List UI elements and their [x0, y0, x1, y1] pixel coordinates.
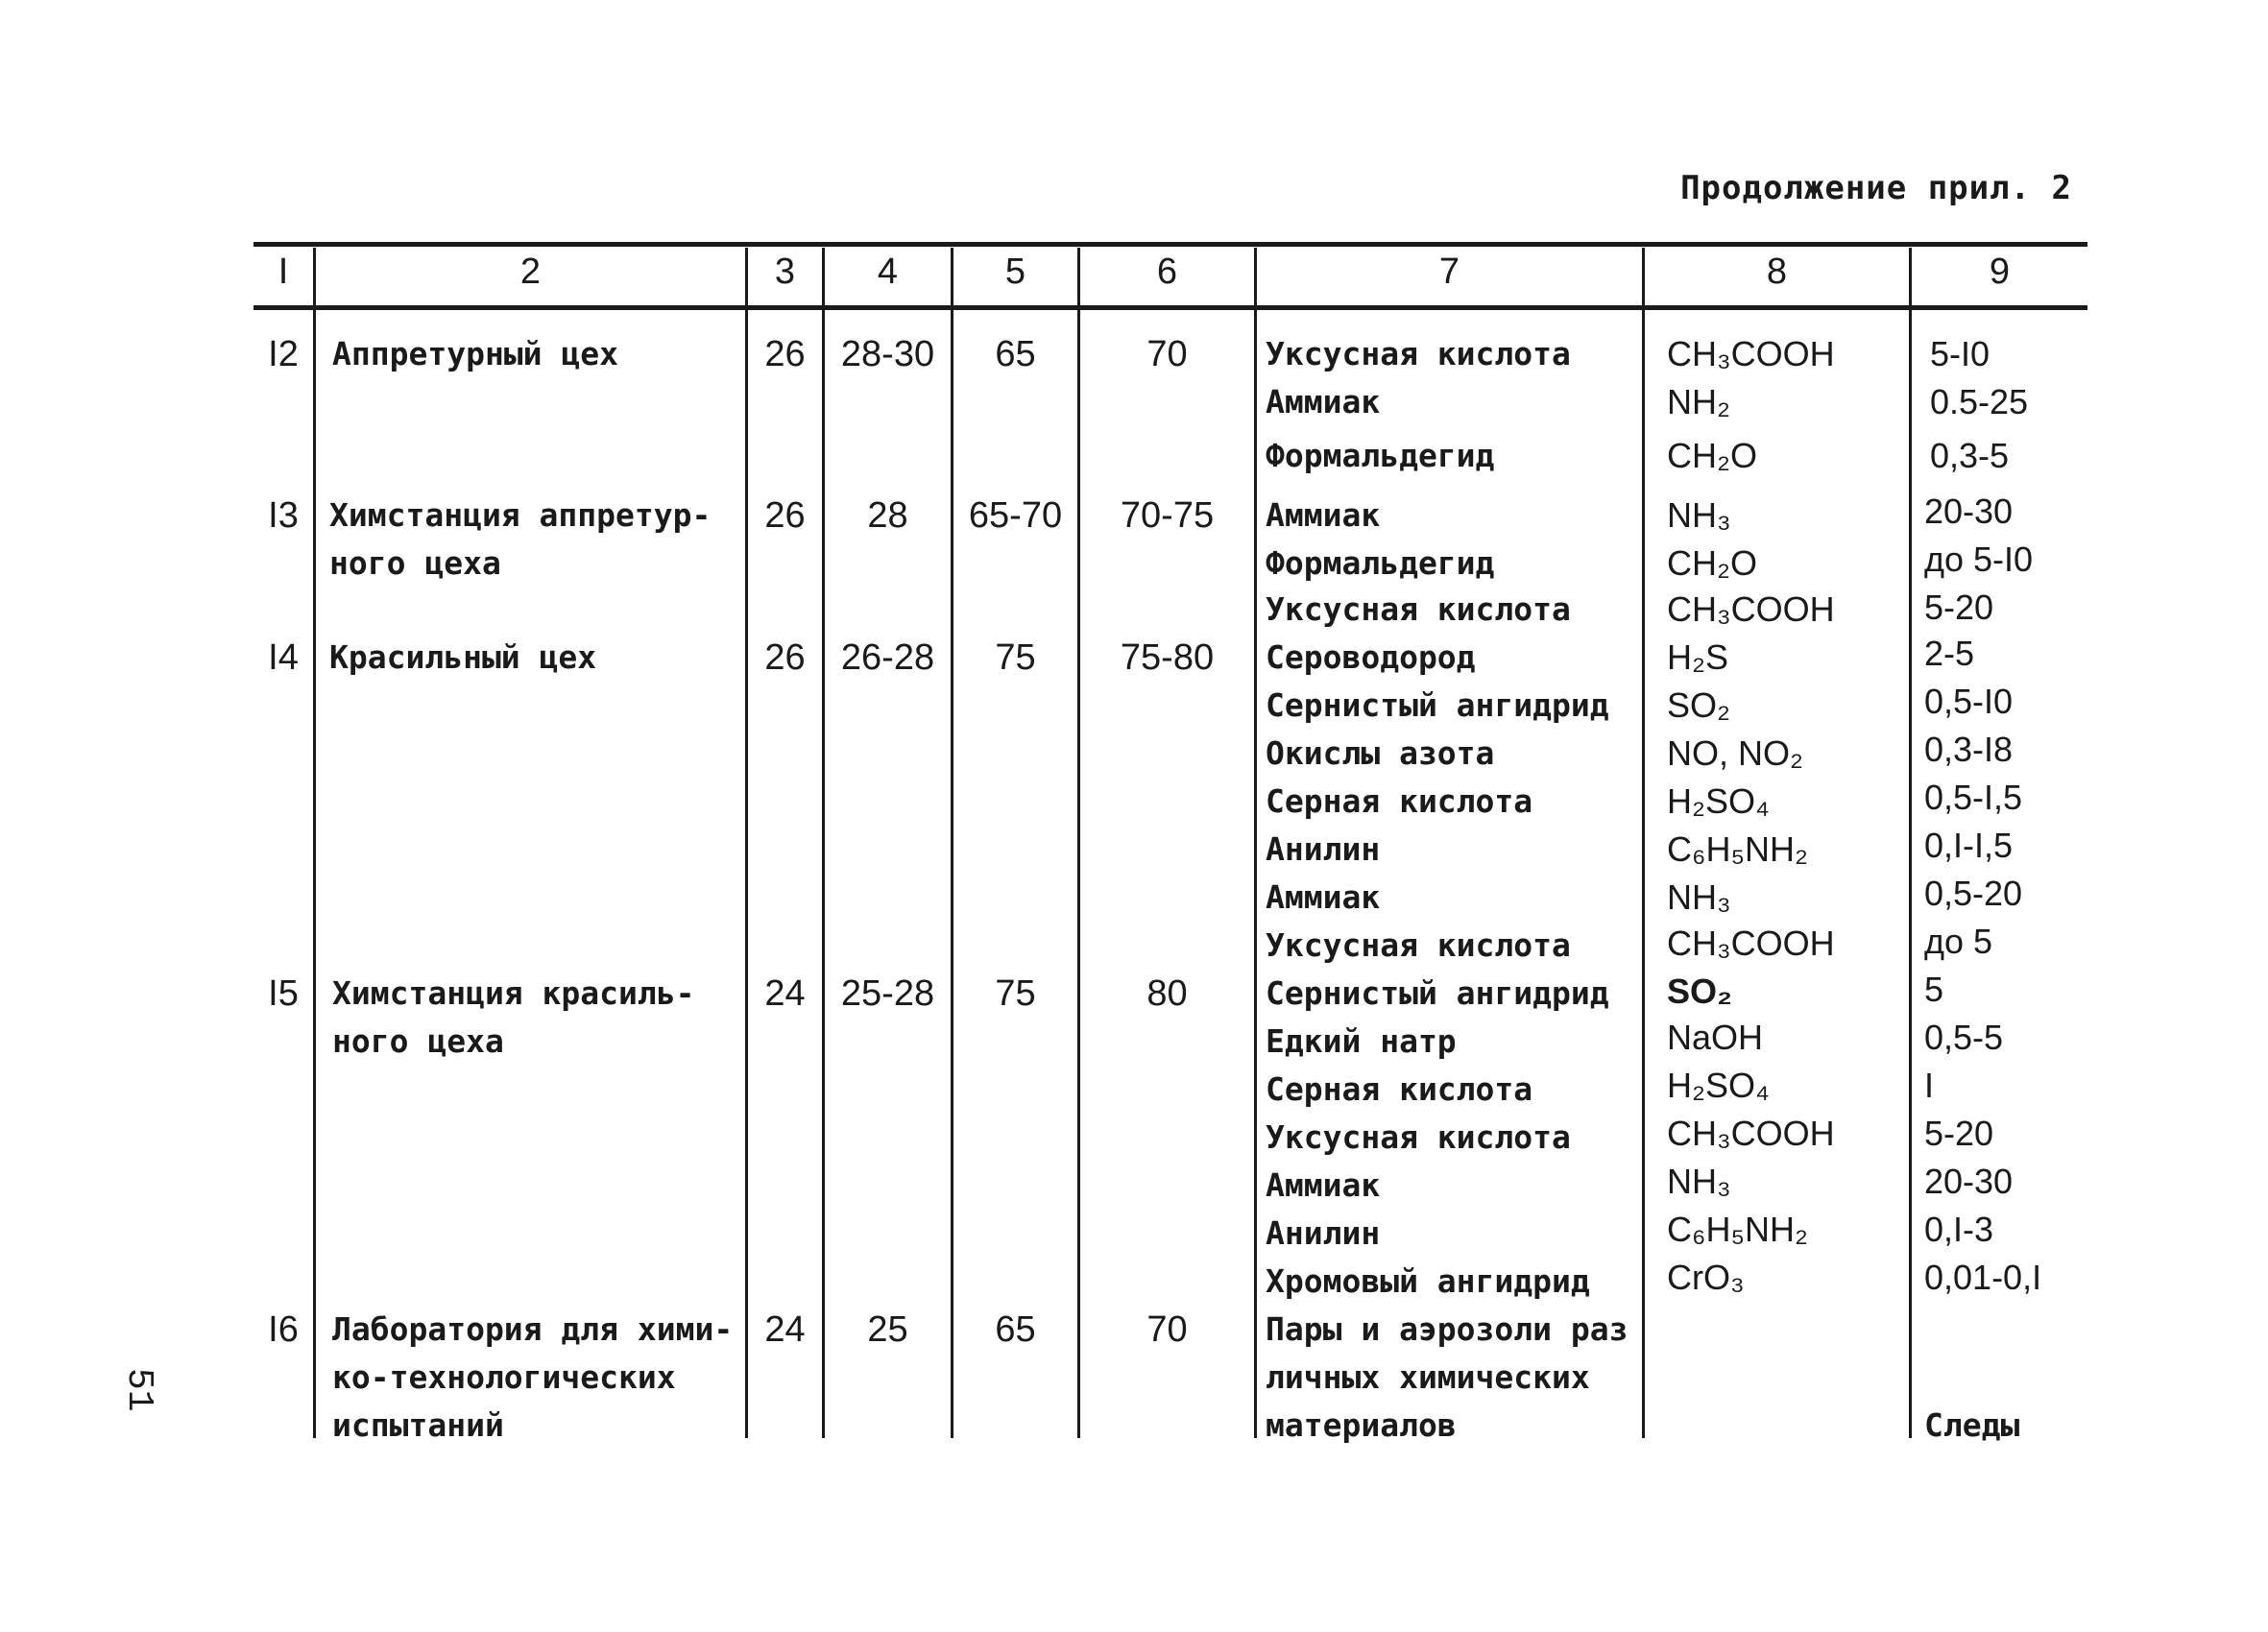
- section-name: испытаний: [332, 1406, 504, 1444]
- substance-concentration: до 5: [1924, 922, 1993, 961]
- value-col-4: 26-28: [840, 637, 935, 678]
- substance-name: Анилин: [1266, 1214, 1381, 1252]
- page-number: 51: [118, 1368, 159, 1412]
- value-col-3: 26: [764, 637, 806, 678]
- section-name: ко-технологических: [332, 1358, 676, 1396]
- col-divider: [313, 248, 316, 1438]
- substance-formula: NO, NO₂: [1667, 733, 1803, 773]
- col-divider: [1909, 248, 1912, 1438]
- substance-formula: CH₃COOH: [1667, 924, 1835, 963]
- row-number: I2: [268, 334, 299, 374]
- substance-concentration: Следы: [1924, 1406, 2020, 1444]
- header-col-9: 9: [1989, 252, 2011, 292]
- table-header-rule: [253, 305, 2087, 310]
- section-name: Аппретурный цех: [332, 335, 619, 372]
- substance-formula: NaOH: [1667, 1018, 1764, 1057]
- substance-formula: NH₂: [1667, 382, 1730, 421]
- substance-concentration: 0,01-0,I: [1924, 1258, 2042, 1297]
- substance-concentration: 5-20: [1924, 588, 1994, 627]
- substance-formula: NH₃: [1667, 495, 1731, 535]
- substance-name: Формальдегид: [1266, 544, 1495, 582]
- header-col-2: 2: [519, 252, 542, 292]
- row-number: I6: [268, 1309, 299, 1350]
- substance-concentration: 0,3-5: [1930, 436, 2010, 475]
- section-name: Химстанция красиль-: [332, 974, 695, 1012]
- substance-concentration: 5-20: [1924, 1114, 1994, 1153]
- substance-formula: CH₃COOH: [1667, 1114, 1835, 1153]
- value-col-5: 65: [995, 1309, 1036, 1350]
- substance-concentration: 20-30: [1924, 492, 2014, 531]
- substance-name: Аммиак: [1266, 1166, 1381, 1204]
- substance-name: материалов: [1266, 1406, 1457, 1444]
- value-col-3: 24: [764, 973, 806, 1014]
- section-name: Красильный цех: [329, 638, 597, 676]
- value-col-6: 75-80: [1120, 637, 1215, 678]
- substance-formula: CH₃COOH: [1667, 589, 1835, 629]
- substance-formula: NH₃: [1667, 1162, 1731, 1201]
- row-number: I4: [268, 637, 299, 678]
- value-col-5: 75: [995, 973, 1036, 1014]
- value-col-6: 70: [1146, 334, 1188, 374]
- substance-name: Аммиак: [1266, 383, 1381, 420]
- value-col-4: 25-28: [840, 973, 935, 1014]
- substance-formula: NH₃: [1667, 877, 1731, 917]
- substance-name: Аммиак: [1266, 878, 1381, 916]
- value-col-4: 28: [867, 495, 908, 536]
- col-divider: [822, 248, 825, 1438]
- section-name: Лаборатория для хими-: [332, 1310, 734, 1348]
- value-col-3: 26: [764, 334, 806, 374]
- substance-name: личных химических: [1266, 1358, 1590, 1396]
- substance-name: Сернистый ангидрид: [1266, 974, 1609, 1012]
- header-col-1: I: [277, 252, 289, 292]
- value-col-5: 65-70: [968, 495, 1063, 536]
- header-col-3: 3: [774, 252, 796, 292]
- value-col-4: 28-30: [840, 334, 935, 374]
- value-col-4: 25: [867, 1309, 908, 1350]
- header-col-4: 4: [877, 252, 899, 292]
- col-divider: [1642, 248, 1645, 1438]
- substance-name: Серная кислота: [1266, 1070, 1533, 1108]
- col-divider: [951, 248, 953, 1438]
- substance-concentration: 5-I0: [1930, 334, 1991, 373]
- header-col-6: 6: [1156, 252, 1178, 292]
- table-top-rule: [253, 242, 2087, 247]
- substance-formula: SO₂: [1667, 685, 1730, 725]
- substance-name: Аммиак: [1266, 496, 1381, 534]
- substance-concentration: 0,5-I,5: [1924, 778, 2023, 817]
- col-divider: [745, 248, 748, 1438]
- substance-formula: CH₂O: [1667, 543, 1757, 583]
- value-col-3: 26: [764, 495, 806, 536]
- substance-name: Пары и аэрозоли раз: [1266, 1310, 1629, 1348]
- value-col-3: 24: [764, 1309, 806, 1350]
- substance-name: Хромовый ангидрид: [1266, 1262, 1590, 1300]
- substance-concentration: 2-5: [1924, 634, 1975, 673]
- substance-concentration: 0,5-20: [1924, 874, 2023, 913]
- substance-formula: CH₂O: [1667, 436, 1757, 475]
- substance-name: Уксусная кислота: [1266, 1118, 1571, 1156]
- substance-concentration: 20-30: [1924, 1162, 2014, 1201]
- substance-formula: CrO₃: [1667, 1258, 1745, 1297]
- substance-name: Уксусная кислота: [1266, 335, 1571, 372]
- substance-name: Окислы азота: [1266, 734, 1495, 772]
- substance-name: Уксусная кислота: [1266, 590, 1571, 628]
- value-col-6: 80: [1146, 973, 1188, 1014]
- value-col-5: 75: [995, 637, 1036, 678]
- substance-formula: H₂S: [1667, 637, 1728, 677]
- substance-concentration: 0,5-5: [1924, 1018, 2004, 1057]
- substance-concentration: 5: [1924, 970, 1944, 1009]
- col-divider: [1254, 248, 1257, 1438]
- substance-concentration: 0,I-I,5: [1924, 826, 2014, 865]
- substance-concentration: до 5-I0: [1924, 540, 2034, 579]
- row-number: I3: [268, 495, 299, 536]
- substance-formula: C₆H₅NH₂: [1667, 1210, 1808, 1249]
- value-col-5: 65: [995, 334, 1036, 374]
- substance-formula: H₂SO₄: [1667, 1066, 1770, 1105]
- substance-name: Сернистый ангидрид: [1266, 686, 1609, 724]
- caption: Продолжение прил. 2: [1680, 169, 2072, 207]
- substance-name: Сероводород: [1266, 638, 1476, 676]
- value-col-6: 70: [1146, 1309, 1188, 1350]
- substance-name: Анилин: [1266, 830, 1381, 868]
- col-divider: [1077, 248, 1080, 1438]
- substance-name: Едкий натр: [1266, 1022, 1457, 1060]
- value-col-6: 70-75: [1120, 495, 1215, 536]
- substance-concentration: 0,5-I0: [1924, 682, 2014, 721]
- header-col-7: 7: [1438, 252, 1460, 292]
- substance-formula: C₆H₅NH₂: [1667, 829, 1808, 869]
- header-col-8: 8: [1766, 252, 1788, 292]
- substance-name: Формальдегид: [1266, 437, 1495, 474]
- substance-formula: H₂SO₄: [1667, 781, 1770, 821]
- substance-concentration: 0,3-I8: [1924, 730, 2014, 769]
- substance-formula: SO₂: [1667, 972, 1733, 1011]
- substance-name: Уксусная кислота: [1266, 926, 1571, 964]
- section-name: ного цеха: [332, 1022, 504, 1060]
- substance-concentration: 0,I-3: [1924, 1210, 1994, 1249]
- section-name: Химстанция аппретур-: [329, 496, 712, 534]
- substance-concentration: I: [1924, 1066, 1935, 1105]
- row-number: I5: [268, 973, 299, 1014]
- header-col-5: 5: [1004, 252, 1026, 292]
- substance-name: Серная кислота: [1266, 782, 1533, 820]
- substance-concentration: 0.5-25: [1930, 382, 2029, 421]
- substance-formula: CH₃COOH: [1667, 334, 1835, 373]
- section-name: ного цеха: [329, 544, 501, 582]
